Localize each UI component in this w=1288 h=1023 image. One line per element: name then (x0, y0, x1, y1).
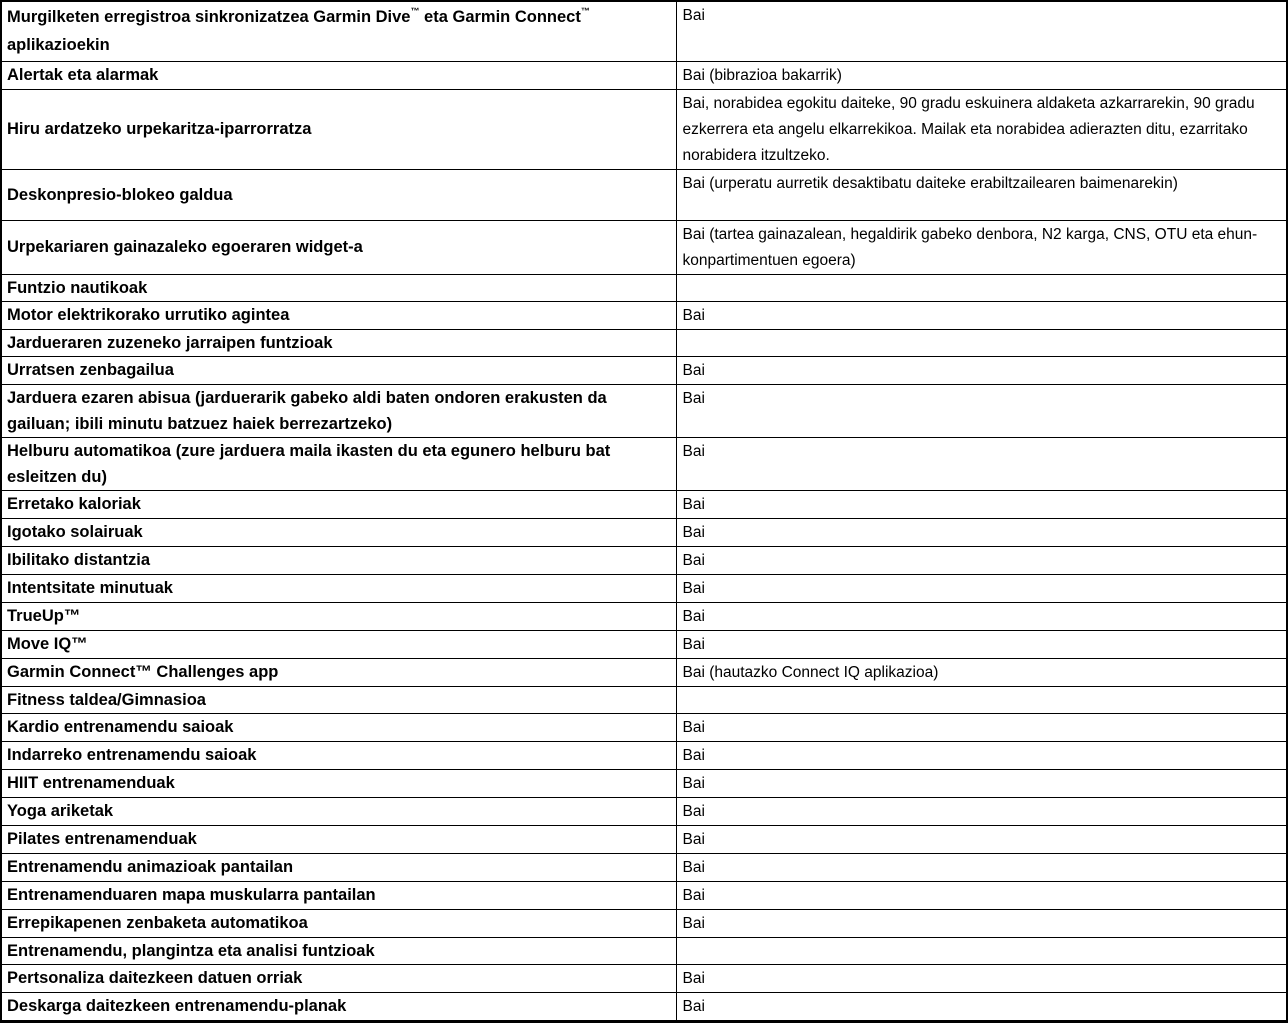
table-row (1, 658, 1287, 686)
feature-cell: Entrenamenduaren mapa muskularra pantailan (1, 881, 676, 909)
table-row (1, 964, 1287, 992)
table-row (1, 546, 1287, 574)
table-row (1, 881, 1287, 909)
table-row (1, 909, 1287, 937)
feature-cell: Indarreko entrenamendu saioak (1, 741, 676, 769)
feature-cell: Helburu automatikoa (zure jarduera maila ikasten du eta egunero helburu bat esleitzen du) (1, 437, 676, 490)
table-row (1, 490, 1287, 518)
feature-cell: Move IQ™ (1, 630, 676, 658)
table-row (1, 686, 1287, 713)
feature-cell: Errepikapenen zenbaketa automatikoa (1, 909, 676, 937)
feature-cell: Urpekariaren gainazaleko egoeraren widget-a (1, 220, 676, 274)
value-cell: Bai (676, 1, 1287, 61)
table-row (1, 769, 1287, 797)
table-row (1, 220, 1287, 274)
value-cell (676, 274, 1287, 301)
feature-cell: Jardueraren zuzeneko jarraipen funtzioak (1, 329, 676, 356)
value-cell: Bai (676, 853, 1287, 881)
value-cell: Bai (676, 602, 1287, 630)
feature-cell: Jarduera ezaren abisua (jarduerarik gabeko aldi baten ondoren erakusten da gailuan; ibili minutu batzuez haiek berrezartzeko) (1, 384, 676, 437)
feature-cell: Entrenamendu animazioak pantailan (1, 853, 676, 881)
value-cell: Bai (676, 546, 1287, 574)
table-row (1, 384, 1287, 437)
trademark-superscript: ™ (410, 6, 420, 17)
trademark-superscript: ™ (580, 6, 590, 17)
feature-cell: Kardio entrenamendu saioak (1, 713, 676, 741)
value-cell: Bai (676, 909, 1287, 937)
value-cell: Bai (676, 630, 1287, 658)
value-cell: Bai (676, 741, 1287, 769)
feature-cell: Intentsitate minutuak (1, 574, 676, 602)
feature-cell: Alertak eta alarmak (1, 61, 676, 89)
feature-cell: Yoga ariketak (1, 797, 676, 825)
feature-text-segment: aplikazioekin (7, 36, 110, 55)
table-row (1, 574, 1287, 602)
table-row (1, 61, 1287, 89)
value-cell: Bai (hautazko Connect IQ aplikazioa) (676, 658, 1287, 686)
value-cell: Bai (676, 301, 1287, 329)
table-row (1, 602, 1287, 630)
table-row (1, 1, 1287, 61)
table-row (1, 169, 1287, 220)
feature-cell: Deskonpresio-blokeo galdua (1, 169, 676, 220)
feature-text-segment: Murgilketen erregistroa sinkronizatzea Garmin Dive (7, 8, 411, 27)
table-row (1, 853, 1287, 881)
value-cell: Bai (bibrazioa bakarrik) (676, 61, 1287, 89)
value-cell: Bai (676, 574, 1287, 602)
value-cell: Bai (676, 825, 1287, 853)
feature-cell: Funtzio nautikoak (1, 274, 676, 301)
table-row (1, 937, 1287, 964)
value-cell: Bai (676, 356, 1287, 384)
table-row (1, 89, 1287, 169)
feature-cell: Urratsen zenbagailua (1, 356, 676, 384)
table-row (1, 713, 1287, 741)
feature-cell: Fitness taldea/Gimnasioa (1, 686, 676, 713)
value-cell: Bai (676, 384, 1287, 437)
table-row (1, 274, 1287, 301)
value-cell: Bai (676, 437, 1287, 490)
feature-cell: Pertsonaliza daitezkeen datuen orriak (1, 964, 676, 992)
feature-cell: Hiru ardatzeko urpekaritza-iparrorratza (1, 89, 676, 169)
value-cell (676, 329, 1287, 356)
table-row (1, 329, 1287, 356)
value-cell: Bai (676, 769, 1287, 797)
value-cell (676, 937, 1287, 964)
table-row (1, 437, 1287, 490)
value-cell: Bai (676, 490, 1287, 518)
table-row (1, 518, 1287, 546)
value-cell: Bai (676, 713, 1287, 741)
feature-cell: Pilates entrenamenduak (1, 825, 676, 853)
value-cell: Bai (676, 881, 1287, 909)
value-cell: Bai (676, 797, 1287, 825)
value-cell: Bai (676, 992, 1287, 1021)
feature-cell: HIIT entrenamenduak (1, 769, 676, 797)
feature-cell: Igotako solairuak (1, 518, 676, 546)
feature-cell: Deskarga daitezkeen entrenamendu-planak (1, 992, 676, 1021)
value-cell: Bai (676, 518, 1287, 546)
value-cell: Bai (tartea gainazalean, hegaldirik gabeko denbora, N2 karga, CNS, OTU eta ehun-konpartimentuen egoera) (676, 220, 1287, 274)
table-row (1, 301, 1287, 329)
feature-cell: Entrenamendu, plangintza eta analisi funtzioak (1, 937, 676, 964)
table-row (1, 825, 1287, 853)
feature-cell: Erretako kaloriak (1, 490, 676, 518)
table-row (1, 356, 1287, 384)
feature-cell: Garmin Connect™ Challenges app (1, 658, 676, 686)
table-row (1, 992, 1287, 1021)
table-row (1, 797, 1287, 825)
feature-text-segment: eta Garmin Connect (419, 8, 581, 27)
table-row (1, 741, 1287, 769)
value-cell: Bai, norabidea egokitu daiteke, 90 gradu eskuinera aldaketa azkarrarekin, 90 gradu ezkerrera eta angelu elkarrekikoa. Mailak eta norabidea adierazten ditu, ezarritako norabidera itzultzeko. (676, 89, 1287, 169)
value-cell (676, 686, 1287, 713)
table-row (1, 630, 1287, 658)
feature-cell: Motor elektrikorako urrutiko agintea (1, 301, 676, 329)
feature-cell (1, 1, 676, 61)
value-cell: Bai (urperatu aurretik desaktibatu daiteke erabiltzailearen baimenarekin) (676, 169, 1287, 220)
feature-cell: Ibilitako distantzia (1, 546, 676, 574)
value-cell: Bai (676, 964, 1287, 992)
feature-cell: TrueUp™ (1, 602, 676, 630)
